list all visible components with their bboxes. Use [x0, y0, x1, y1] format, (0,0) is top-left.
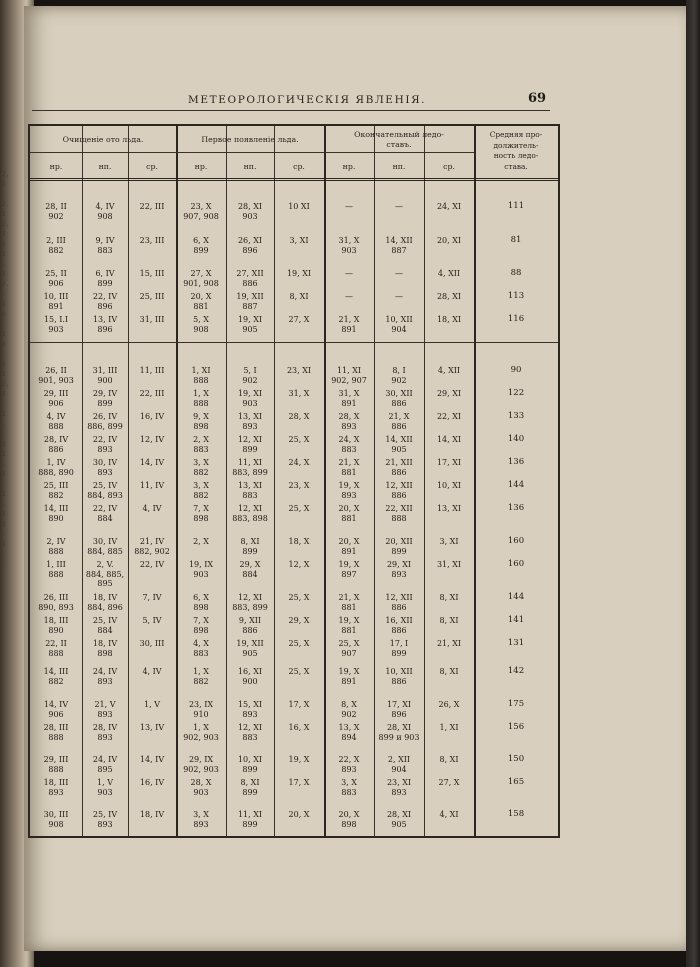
date-cell: 28, XI 899 и 903 — [378, 723, 420, 742]
date-cell: 7, IV — [142, 593, 162, 602]
date-cell: 30, IV 893 — [92, 458, 118, 477]
date-cell: 2, X — [193, 537, 209, 546]
date-cell: 18, IV 884, 896 — [87, 593, 123, 612]
ice-data-table — [28, 124, 560, 838]
avg-duration-cell: 122 — [507, 388, 525, 398]
date-cell: 17, XI — [436, 458, 462, 467]
date-cell: 12, XI 883, 898 — [232, 504, 268, 523]
date-cell: 22, IV 884 — [92, 504, 118, 523]
date-cell: 13, XI 893 — [237, 412, 263, 431]
date-cell: 8, XI — [439, 755, 459, 764]
avg-duration-cell: 175 — [507, 699, 525, 709]
date-cell: 31, X — [288, 389, 310, 398]
date-cell: 23, IX 910 — [188, 700, 214, 719]
date-cell: 4, XI — [439, 810, 459, 819]
subheader-cell: ср. — [293, 162, 305, 171]
date-cell: 14, IV 906 — [43, 700, 69, 719]
date-cell: 1, XI 888 — [191, 366, 211, 385]
date-cell: 29, XI 893 — [386, 560, 412, 579]
date-cell: 26, XI 896 — [237, 236, 263, 255]
date-cell: 10, XI 899 — [237, 755, 263, 774]
date-cell: 19, X 881 — [338, 616, 360, 635]
date-cell: 1, III 888 — [46, 560, 66, 579]
subheader-cell: ср. — [146, 162, 158, 171]
date-cell: 5, X 908 — [193, 315, 209, 334]
date-cell: 15, III — [139, 269, 165, 278]
date-cell: 28, IV 893 — [92, 723, 118, 742]
date-cell: 10, XII 904 — [385, 315, 413, 334]
date-cell: 21, X 886 — [388, 412, 410, 431]
date-cell: 18, III 890 — [43, 616, 69, 635]
date-cell: 24, X — [288, 458, 310, 467]
date-cell: 26, IV 886, 899 — [87, 412, 123, 431]
date-cell: 16, IV — [139, 778, 165, 787]
page-number: 69 — [528, 91, 547, 106]
date-cell: 12, XII 886 — [385, 481, 413, 500]
date-cell: 4, IV — [142, 504, 162, 513]
avg-duration-cell: 160 — [507, 536, 525, 546]
date-cell: 11, IV — [139, 481, 165, 490]
date-cell: 17, I 899 — [389, 639, 409, 658]
avg-duration-cell: 136 — [507, 503, 525, 513]
date-cell: 21, X 881 — [338, 593, 360, 612]
date-cell: 18, III 893 — [43, 778, 69, 797]
date-cell: 24, IV 893 — [92, 667, 118, 686]
date-cell: 28, IV 886 — [43, 435, 69, 454]
header-rule — [32, 110, 550, 111]
date-cell: 25, X — [288, 435, 310, 444]
date-cell: — — [395, 202, 403, 211]
date-cell: 19, XII 905 — [236, 639, 264, 658]
date-cell: 24, XI — [436, 202, 462, 211]
subheader-cell: нп. — [98, 162, 112, 171]
date-cell: 17, X — [288, 700, 310, 709]
date-cell: 16, X — [288, 723, 310, 732]
date-cell: 16, IV — [139, 412, 165, 421]
date-cell: 3, X 882 — [193, 458, 209, 477]
subheader-cell: ср. — [443, 162, 455, 171]
date-cell: 25, II 906 — [45, 269, 67, 288]
date-cell: 11, III — [139, 366, 165, 375]
avg-duration-cell: 165 — [507, 777, 525, 787]
date-cell: 19, XI 905 — [237, 315, 263, 334]
date-cell: 28, XI 905 — [386, 810, 412, 829]
date-cell: 4, XII — [437, 269, 461, 278]
date-cell: 18, IV — [139, 810, 165, 819]
date-cell: 6, IV 899 — [95, 269, 115, 288]
date-cell: 31, III — [139, 315, 165, 324]
date-cell: 20, X 881 — [190, 292, 212, 311]
date-cell: 20, XII 899 — [385, 537, 413, 556]
avg-duration-cell: 140 — [507, 434, 525, 444]
avg-duration-cell: 111 — [507, 201, 525, 211]
date-cell: 16, XII 886 — [385, 616, 413, 635]
date-cell: 13, XI — [436, 504, 462, 513]
date-cell: 12, X — [288, 560, 310, 569]
subheader-cell: нр. — [49, 162, 63, 171]
date-cell: 19, X 893 — [338, 481, 360, 500]
date-cell: 4, XII — [437, 366, 461, 375]
date-cell: 28, XI 903 — [237, 202, 263, 221]
date-cell: — — [345, 292, 353, 301]
date-cell: 19, X 897 — [338, 560, 360, 579]
date-cell: 8, I 902 — [391, 366, 407, 385]
date-cell: 22, XII 888 — [385, 504, 413, 523]
date-cell: 28, II 902 — [45, 202, 67, 221]
date-cell: 23, III — [139, 236, 165, 245]
date-cell: 29, X 884 — [239, 560, 261, 579]
date-cell: 19, X 891 — [338, 667, 360, 686]
date-cell: 23, X — [288, 481, 310, 490]
date-cell: 2, X 883 — [193, 435, 209, 454]
date-cell: 30, III — [139, 639, 165, 648]
date-cell: 1, V 903 — [97, 778, 113, 797]
subheader-cell: нр. — [194, 162, 208, 171]
date-cell: 28, III 888 — [43, 723, 69, 742]
date-cell: 18, IV 898 — [92, 639, 118, 658]
date-cell: 26, II 901, 903 — [38, 366, 74, 385]
date-cell: 16, XI 900 — [237, 667, 263, 686]
avg-duration-cell: 90 — [510, 365, 522, 375]
date-cell: 1, X 888 — [193, 389, 209, 408]
date-cell: 8, XI — [439, 667, 459, 676]
date-cell: 22, III — [139, 389, 165, 398]
date-cell: 18, XI — [436, 315, 462, 324]
date-cell: — — [395, 269, 403, 278]
date-cell: 30, III 908 — [43, 810, 69, 829]
date-cell: 25, IV 884, 893 — [87, 481, 123, 500]
date-cell: 28, X 893 — [338, 412, 360, 431]
date-cell: 9, IV 883 — [95, 236, 115, 255]
date-cell: 2, IV 888 — [46, 537, 66, 556]
group-header-freeze-up: Окончательный ледо- ставъ. — [354, 130, 444, 149]
date-cell: 14, IV — [139, 755, 165, 764]
date-cell: 10, XI — [436, 481, 462, 490]
date-cell: 14, XII 905 — [385, 435, 413, 454]
date-cell: 9, X 898 — [193, 412, 209, 431]
date-cell: 13, IV — [139, 723, 165, 732]
date-cell: 2, V. 884, 885, 895 — [85, 560, 125, 588]
subheader-cell: нр. — [342, 162, 356, 171]
date-cell: 19, XII 887 — [236, 292, 264, 311]
date-cell: 24, IV 895 — [92, 755, 118, 774]
date-cell: 19, XI — [286, 269, 312, 278]
avg-duration-cell: 158 — [507, 809, 525, 819]
date-cell: 24, X 883 — [338, 435, 360, 454]
date-cell: 12, XI 899 — [237, 435, 263, 454]
date-cell: 28, X 903 — [190, 778, 212, 797]
date-cell: 1, X 882 — [193, 667, 209, 686]
date-cell: 26, X — [438, 700, 460, 709]
date-cell: 20, X 881 — [338, 504, 360, 523]
date-cell: 19, X — [288, 755, 310, 764]
date-cell: 25, III 882 — [43, 481, 69, 500]
date-cell: 14, III 890 — [43, 504, 69, 523]
date-cell: 15, I.I 903 — [43, 315, 69, 334]
group-header-first-ice: Первое появленіе льда. — [201, 135, 299, 144]
date-cell: — — [345, 269, 353, 278]
date-cell: 22, IV — [139, 560, 165, 569]
date-cell: 14, IV — [139, 458, 165, 467]
date-cell: 10 XI — [288, 202, 310, 211]
date-cell: 5, I 902 — [242, 366, 258, 385]
date-cell: 1, V — [144, 700, 160, 709]
avg-duration-cell: 133 — [507, 411, 525, 421]
avg-duration-cell: 144 — [507, 480, 525, 490]
book-cover-edge — [686, 0, 700, 967]
date-cell: 10, III 891 — [43, 292, 69, 311]
date-cell: 11, XI 883, 899 — [232, 458, 268, 477]
date-cell: 30, IV 884, 885 — [87, 537, 123, 556]
left-page-margin-text: 2, I . 2. I /. I 6 I . I /. . I O . I 3 . I I /. I . I , . I I . I . I . I I . I . . — [2, 171, 10, 568]
date-cell: 20, X 891 — [338, 537, 360, 556]
date-cell: 30, XII 886 — [385, 389, 413, 408]
date-cell: 9, XII 886 — [238, 616, 262, 635]
date-cell: 13, IV 896 — [92, 315, 118, 334]
date-cell: 25, IV 893 — [92, 810, 118, 829]
date-cell: 3, X 882 — [193, 481, 209, 500]
date-cell: 20, XI — [436, 236, 462, 245]
avg-duration-cell: 81 — [510, 235, 522, 245]
subheader-cell: нп. — [392, 162, 406, 171]
date-cell: 20, X — [288, 810, 310, 819]
date-cell: 29, IX 902, 903 — [183, 755, 219, 774]
date-cell: 22, II 888 — [45, 639, 67, 658]
avg-duration-cell: 156 — [507, 722, 525, 732]
date-cell: 27, X 901, 908 — [183, 269, 219, 288]
date-cell: 31, X 903 — [338, 236, 360, 255]
date-cell: 25, IV 884 — [92, 616, 118, 635]
date-cell: 21, IV 882, 902 — [134, 537, 170, 556]
date-cell: 2, III 882 — [46, 236, 66, 255]
date-cell: 1, XI — [439, 723, 459, 732]
date-cell: — — [345, 202, 353, 211]
date-cell: 27, XII 886 — [236, 269, 264, 288]
date-cell: 6, X 898 — [193, 593, 209, 612]
date-cell: 18, X — [288, 537, 310, 546]
date-cell: 29, III 888 — [43, 755, 69, 774]
date-cell: 23, XI — [286, 366, 312, 375]
date-cell: 29, XI — [436, 389, 462, 398]
date-cell: 8, XI 899 — [240, 537, 260, 556]
date-cell: 31, XI — [436, 560, 462, 569]
date-cell: 29, IV 899 — [92, 389, 118, 408]
avg-duration-cell: 88 — [510, 268, 522, 278]
date-cell: 22, X 893 — [338, 755, 360, 774]
date-cell: 8, XI — [439, 616, 459, 625]
avg-duration-cell: 116 — [507, 314, 525, 324]
date-cell: 10, XII 886 — [385, 667, 413, 686]
date-cell: 17, XI 896 — [386, 700, 412, 719]
date-cell: 22, XI — [436, 412, 462, 421]
date-cell: 21, V 893 — [94, 700, 116, 719]
date-cell: 31, X 891 — [338, 389, 360, 408]
date-cell: 21, X 891 — [338, 315, 360, 334]
avg-duration-cell: 131 — [507, 638, 525, 648]
date-cell: 29, X — [288, 616, 310, 625]
date-cell: 29, III 906 — [43, 389, 69, 408]
date-cell: 3, XI — [289, 236, 309, 245]
date-cell: 13, X 894 — [338, 723, 360, 742]
date-cell: 3, X 893 — [193, 810, 209, 829]
date-cell: 25, III — [139, 292, 165, 301]
date-cell: 25, X — [288, 593, 310, 602]
date-cell: 4, IV — [142, 667, 162, 676]
avg-duration-cell: 150 — [507, 754, 525, 764]
date-cell: 11, XI 899 — [237, 810, 263, 829]
table-body — [30, 126, 558, 836]
avg-duration-cell: 141 — [507, 615, 525, 625]
date-cell: 7, X 898 — [193, 504, 209, 523]
date-cell: 27, X — [438, 778, 460, 787]
date-cell: 21, XI — [436, 639, 462, 648]
date-cell: 25, X — [288, 504, 310, 513]
date-cell: 17, X — [288, 778, 310, 787]
date-cell: 13, XI 883 — [237, 481, 263, 500]
date-cell: 8, XI — [289, 292, 309, 301]
date-cell: 28, XI — [436, 292, 462, 301]
date-cell: 25, X — [288, 667, 310, 676]
date-cell: 28, X — [288, 412, 310, 421]
date-cell: 12, IV — [139, 435, 165, 444]
date-cell: 8, XI — [439, 593, 459, 602]
date-cell: 8, XI 899 — [240, 778, 260, 797]
date-cell: 14, XI — [436, 435, 462, 444]
date-cell: 8, X 902 — [341, 700, 357, 719]
avg-duration-cell: 136 — [507, 457, 525, 467]
date-cell: 14, XII 887 — [385, 236, 413, 255]
date-cell: 22, IV 893 — [92, 435, 118, 454]
date-cell: 11, XI 902, 907 — [331, 366, 367, 385]
date-cell: 23, XI 893 — [386, 778, 412, 797]
date-cell: 21, X 881 — [338, 458, 360, 477]
date-cell: 15, XI 893 — [237, 700, 263, 719]
running-head: МЕТЕОРОЛОГИЧЕСКІЯ ЯВЛЕНІЯ. — [188, 94, 427, 106]
date-cell: — — [395, 292, 403, 301]
avg-duration-cell: 142 — [507, 666, 525, 676]
date-cell: 1, X 902, 903 — [183, 723, 219, 742]
date-cell: 20, X 898 — [338, 810, 360, 829]
date-cell: 22, IV 896 — [92, 292, 118, 311]
date-cell: 19, XI 903 — [237, 389, 263, 408]
date-cell: 12, XII 886 — [385, 593, 413, 612]
date-cell: 12, XI 883, 899 — [232, 593, 268, 612]
date-cell: 4, IV 888 — [46, 412, 66, 431]
date-cell: 3, X 883 — [341, 778, 357, 797]
date-cell: 4, X 883 — [193, 639, 209, 658]
avg-duration-cell: 144 — [507, 592, 525, 602]
date-cell: 4, IV 908 — [95, 202, 115, 221]
date-cell: 19, IX 903 — [188, 560, 214, 579]
avg-duration-cell: 113 — [507, 291, 525, 301]
date-cell: 2, XII 904 — [387, 755, 411, 774]
group-header-avg-duration: Средняя про- должитель- ность ледо- става. — [489, 130, 543, 171]
date-cell: 1, IV 888, 890 — [38, 458, 74, 477]
date-cell: 25, X 907 — [338, 639, 360, 658]
date-cell: 14, III 882 — [43, 667, 69, 686]
date-cell: 7, X 898 — [193, 616, 209, 635]
date-cell: 25, X — [288, 639, 310, 648]
date-cell: 31, III 900 — [92, 366, 118, 385]
date-cell: 21, XII 886 — [385, 458, 413, 477]
group-header-ice-clearing: Очищеніе ото льда. — [62, 135, 144, 144]
avg-duration-cell: 160 — [507, 559, 525, 569]
date-cell: 22, III — [139, 202, 165, 211]
date-cell: 5, IV — [142, 616, 162, 625]
subheader-cell: нп. — [243, 162, 257, 171]
date-cell: 27, X — [288, 315, 310, 324]
date-cell: 3, XI — [439, 537, 459, 546]
date-cell: 26, III 890, 893 — [38, 593, 74, 612]
date-cell: 23, X 907, 908 — [183, 202, 219, 221]
date-cell: 6, X 899 — [193, 236, 209, 255]
date-cell: 12, XI 883 — [237, 723, 263, 742]
